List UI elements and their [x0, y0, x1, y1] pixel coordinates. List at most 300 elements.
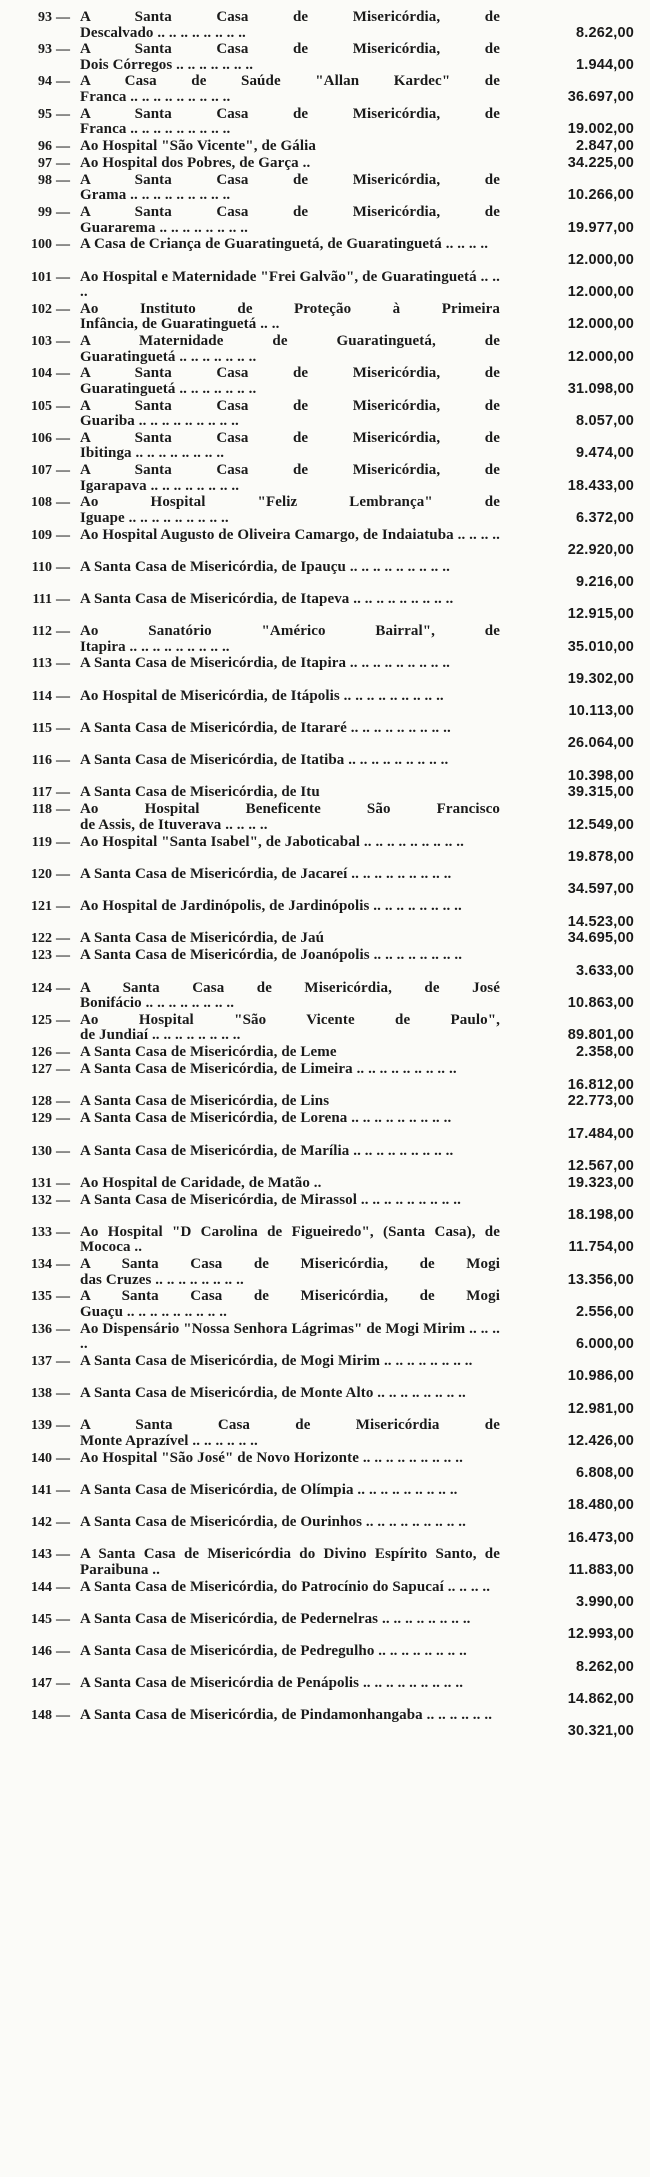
- entry-dash: —: [56, 624, 70, 640]
- entry-dash: —: [56, 334, 70, 350]
- entry-value: 16.473,00: [567, 1529, 634, 1546]
- list-item: [0, 1111, 650, 1142]
- entry-description-line: Guariba .. .. .. .. .. .. .. .. ..: [80, 414, 239, 430]
- entry-value: 2.847,00: [575, 137, 634, 154]
- entry-description-text: A Santa Casa de Misericórdia, de Monte Alto .. .. .. .. .. .. .. ..: [80, 1386, 466, 1402]
- entry-description-line: A Santa Casa de Misericórdia, de Itu: [80, 785, 320, 801]
- list-item: [0, 624, 650, 655]
- list-item: [0, 1676, 650, 1707]
- entry-description: [80, 1676, 500, 1707]
- entry-description: [80, 802, 500, 833]
- entry-description-line: Ibitinga .. .. .. .. .. .. .. ..: [80, 446, 225, 462]
- entry-description: [80, 1257, 500, 1288]
- list-item: [0, 785, 650, 801]
- entry-value: 3.990,00: [575, 1594, 634, 1611]
- entry-dash: —: [56, 1094, 70, 1110]
- entry-number: 108: [31, 495, 52, 511]
- entry-number: 119: [31, 834, 52, 850]
- entry-dash: —: [56, 753, 70, 769]
- entry-description-line: A Santa Casa de Misericórdia, de: [80, 42, 500, 58]
- list-item: [0, 835, 650, 866]
- entry-dash: —: [56, 688, 70, 704]
- list-item: [0, 1451, 650, 1482]
- entry-description: [80, 495, 500, 526]
- list-item: [0, 721, 650, 752]
- entry-description-line: Ao Instituto de Proteção à Primeira: [80, 301, 500, 317]
- list-item: [0, 528, 650, 559]
- entry-description: [80, 899, 500, 930]
- entry-value: 22.773,00: [567, 1093, 634, 1110]
- entry-number: 133: [31, 1224, 52, 1240]
- entry-value: 11.883,00: [568, 1561, 634, 1578]
- entry-description-line: Infância, de Guaratinguetá .. ..: [80, 317, 280, 333]
- entry-value: 34.225,00: [567, 154, 634, 171]
- entry-description: [80, 1013, 500, 1044]
- entry-description-line: A Santa Casa de Misericórdia, de: [80, 172, 500, 188]
- entry-value: 12.915,00: [567, 606, 634, 623]
- entry-description-line: A Santa Casa de Misericórdia, de Lins: [80, 1094, 330, 1110]
- entry-dash: —: [56, 1579, 70, 1595]
- entry-description: [80, 1322, 500, 1353]
- entry-description: [80, 107, 500, 138]
- entry-description-line: A Santa Casa de Misericórdia, de Jaú: [80, 931, 325, 947]
- entry-description-text: Ao Hospital de Jardinópolis, de Jardinópolis .. .. .. .. .. .. .. ..: [80, 899, 462, 915]
- list-item: [0, 1144, 650, 1175]
- list-item: [0, 366, 650, 397]
- entry-description-text: A Santa Casa de Misericórdia, de Itararé .. .. .. .. .. .. .. .. ..: [80, 720, 451, 736]
- list-item: [0, 74, 650, 105]
- entry-number: 116: [31, 753, 52, 769]
- entry-dash: —: [56, 398, 70, 414]
- entry-value: 34.695,00: [567, 930, 634, 947]
- entry-description-text: Ao Hospital "Santa Isabel", de Jaboticabal .. .. .. .. .. .. .. .. ..: [80, 834, 465, 850]
- list-item: [0, 1547, 650, 1578]
- entry-number: 105: [31, 398, 52, 414]
- entry-description-text: A Santa Casa de Misericórdia, de Joanópolis .. .. .. .. .. .. .. ..: [80, 948, 463, 964]
- entry-description: [80, 74, 500, 105]
- list-item: [0, 1193, 650, 1224]
- entry-dash: —: [56, 1676, 70, 1692]
- entry-description-line: A Maternidade de Guaratinguetá, de: [80, 334, 500, 350]
- entry-description-text: A Santa Casa de Misericórdia, de Marília .. .. .. .. .. .. .. .. ..: [80, 1143, 454, 1159]
- entry-value: 31.098,00: [567, 380, 634, 397]
- entry-dash: —: [56, 1321, 70, 1337]
- entry-description-line: Descalvado .. .. .. .. .. .. .. ..: [80, 25, 246, 41]
- entry-value: 9.216,00: [575, 574, 634, 591]
- entry-value: 14.862,00: [567, 1690, 634, 1707]
- list-item: [0, 1257, 650, 1288]
- entry-description-line: A Santa Casa de Misericórdia, de: [80, 463, 500, 479]
- entry-value: 12.993,00: [567, 1626, 634, 1643]
- entry-number: 120: [31, 866, 52, 882]
- entry-dash: —: [56, 785, 70, 801]
- entry-number: 103: [31, 334, 52, 350]
- entry-number: 143: [31, 1547, 52, 1563]
- entry-description-text: Ao Dispensário "Nossa Senhora Lágrimas" de Mogi Mirim .. .. .. ..: [80, 1321, 500, 1353]
- list-item: [0, 1580, 650, 1611]
- entry-dash: —: [56, 10, 70, 25]
- entry-number: 95: [38, 106, 52, 122]
- entry-description-line: A Santa Casa de Misericórdia, de: [80, 430, 500, 446]
- entry-description: [80, 1418, 500, 1449]
- entry-number: 93: [38, 10, 52, 25]
- entry-description: [80, 1644, 500, 1675]
- list-item: [0, 753, 650, 784]
- entry-dash: —: [56, 1062, 70, 1078]
- entry-value: 11.754,00: [568, 1239, 634, 1256]
- entry-number: 144: [31, 1579, 52, 1595]
- entry-number: 128: [31, 1094, 52, 1110]
- entry-description-text: A Santa Casa de Misericórdia, de Itatiba .. .. .. .. .. .. .. .. ..: [80, 753, 449, 769]
- entry-value: 6.000,00: [575, 1336, 634, 1353]
- entry-dash: —: [56, 205, 70, 221]
- entry-description: [80, 1176, 500, 1192]
- entry-dash: —: [56, 931, 70, 947]
- entry-dash: —: [56, 866, 70, 882]
- entry-number: 113: [31, 656, 52, 672]
- entry-number: 146: [31, 1644, 52, 1660]
- entry-value: 12.000,00: [567, 284, 634, 301]
- entry-description: [80, 592, 500, 623]
- entry-description-line: Dois Córregos .. .. .. .. .. .. ..: [80, 57, 254, 73]
- entry-number: 104: [31, 366, 52, 382]
- entry-number: 132: [31, 1192, 52, 1208]
- entry-description-line: A Santa Casa de Misericórdia de: [80, 1418, 500, 1434]
- entry-dash: —: [56, 980, 70, 996]
- entry-description: [80, 366, 500, 397]
- entry-description-text: Ao Hospital e Maternidade "Frei Galvão", de Guaratinguetá .. .. ..: [80, 269, 500, 301]
- entry-number: 102: [31, 301, 52, 317]
- entry-number: 137: [31, 1353, 52, 1369]
- list-item: [0, 399, 650, 430]
- entry-value: 22.920,00: [567, 542, 634, 559]
- entry-description-line: A Santa Casa de Misericórdia, de José: [80, 980, 500, 996]
- entry-number: 145: [31, 1611, 52, 1627]
- entry-description: [80, 1193, 500, 1224]
- list-item: [0, 205, 650, 236]
- entry-description: [80, 1094, 500, 1110]
- entry-value: 2.358,00: [575, 1044, 634, 1061]
- list-item: [0, 981, 650, 1012]
- entry-dash: —: [56, 1611, 70, 1627]
- entry-description: [80, 981, 500, 1012]
- entry-value: 30.321,00: [567, 1722, 634, 1739]
- entry-dash: —: [56, 1482, 70, 1498]
- entry-dash: —: [56, 1143, 70, 1159]
- entry-description: [80, 835, 500, 866]
- entry-value: 18.433,00: [567, 477, 634, 494]
- entry-number: 93: [38, 42, 52, 58]
- entry-description-text: A Santa Casa de Misericórdia, de Pedernelras .. .. .. .. .. .. .. ..: [80, 1611, 471, 1627]
- entry-description: [80, 1708, 500, 1739]
- entry-description: [80, 1547, 500, 1578]
- entry-description: [80, 205, 500, 236]
- entry-value: 6.808,00: [575, 1465, 634, 1482]
- entry-description-line: A Santa Casa de Misericórdia, de: [80, 10, 500, 25]
- entry-description-text: A Santa Casa de Misericórdia, de Itapira .. .. .. .. .. .. .. .. ..: [80, 656, 451, 672]
- entry-dash: —: [56, 269, 70, 285]
- entry-number: 97: [38, 155, 52, 171]
- entry-dash: —: [56, 495, 70, 511]
- entry-number: 130: [31, 1143, 52, 1159]
- list-item: [0, 656, 650, 687]
- entry-description-line: Guaçu .. .. .. .. .. .. .. .. ..: [80, 1304, 227, 1320]
- entry-dash: —: [56, 1192, 70, 1208]
- entry-number: 107: [31, 463, 52, 479]
- entry-dash: —: [56, 1644, 70, 1660]
- entry-description: [80, 431, 500, 462]
- entry-description: [80, 948, 500, 979]
- entry-description: [80, 1111, 500, 1142]
- entry-description-line: Ao Hospital de Caridade, de Matão ..: [80, 1175, 322, 1191]
- entry-value: 10.398,00: [567, 767, 634, 784]
- entry-description-line: de Jundiaí .. .. .. .. .. .. .. ..: [80, 1028, 241, 1044]
- entry-number: 118: [31, 802, 52, 818]
- entry-number: 94: [38, 74, 52, 90]
- entry-dash: —: [56, 106, 70, 122]
- entry-number: 148: [31, 1708, 52, 1724]
- entry-description: [80, 1289, 500, 1320]
- entry-description: [80, 302, 500, 333]
- entry-description-line: A Santa Casa de Misericórdia, de Mogi: [80, 1289, 500, 1305]
- entry-dash: —: [56, 1111, 70, 1127]
- entry-number: 100: [31, 237, 52, 253]
- entry-number: 141: [31, 1482, 52, 1498]
- entry-dash: —: [56, 1257, 70, 1273]
- list-item: [0, 1094, 650, 1110]
- entry-description-line: Ao Hospital Beneficente São Francisco: [80, 802, 500, 818]
- entry-value: 8.262,00: [575, 24, 634, 41]
- entry-value: 34.597,00: [567, 881, 634, 898]
- entry-description-text: Ao Hospital Augusto de Oliveira Camargo, de Indaiatuba .. .. .. ..: [80, 527, 500, 543]
- entry-description-text: A Santa Casa de Misericórdia, de Mirassol .. .. .. .. .. .. .. .. ..: [80, 1192, 461, 1208]
- list-item: [0, 1418, 650, 1449]
- entry-value: 10.266,00: [567, 187, 634, 204]
- entry-description-line: Monte Aprazível .. .. .. .. .. ..: [80, 1433, 258, 1449]
- entry-number: 109: [31, 527, 52, 543]
- entry-value: 12.000,00: [567, 316, 634, 333]
- entry-description-text: A Casa de Criança de Guaratinguetá, de Guaratinguetá .. .. .. ..: [80, 237, 489, 253]
- list-item: [0, 1708, 650, 1739]
- entry-description: [80, 1062, 500, 1093]
- entry-value: 89.801,00: [567, 1027, 634, 1044]
- entry-description-text: A Santa Casa de Misericórdia, de Ipauçu .. .. .. .. .. .. .. .. ..: [80, 559, 450, 575]
- entry-value: 13.356,00: [567, 1271, 634, 1288]
- entry-description-text: A Santa Casa de Misericórdia, de Lorena .. .. .. .. .. .. .. .. ..: [80, 1111, 452, 1127]
- entry-value: 14.523,00: [567, 913, 634, 930]
- entry-description-text: A Santa Casa de Misericórdia, de Pindamonhangaba .. .. .. .. .. ..: [80, 1708, 493, 1724]
- entry-description: [80, 1515, 500, 1546]
- entry-dash: —: [56, 1289, 70, 1305]
- entry-number: 140: [31, 1450, 52, 1466]
- list-item: [0, 592, 650, 623]
- entry-number: 124: [31, 980, 52, 996]
- entry-dash: —: [56, 366, 70, 382]
- list-item: [0, 139, 650, 155]
- list-item: [0, 1644, 650, 1675]
- entry-description: [80, 931, 500, 947]
- entry-number: 114: [31, 688, 52, 704]
- list-item: [0, 1354, 650, 1385]
- entry-description-text: A Santa Casa de Misericórdia, de Itapeva .. .. .. .. .. .. .. .. ..: [80, 591, 454, 607]
- entry-description: [80, 139, 500, 155]
- entry-value: 2.556,00: [575, 1303, 634, 1320]
- entry-number: 96: [38, 138, 52, 154]
- entry-dash: —: [56, 1353, 70, 1369]
- entry-dash: —: [56, 138, 70, 154]
- entry-number: 139: [31, 1418, 52, 1434]
- entry-value: 35.010,00: [567, 638, 634, 655]
- entry-dash: —: [56, 948, 70, 964]
- entry-dash: —: [56, 1547, 70, 1563]
- list-item: [0, 237, 650, 268]
- list-item: [0, 948, 650, 979]
- entry-value: 10.113,00: [568, 703, 634, 720]
- entry-description: [80, 656, 500, 687]
- entry-description: [80, 689, 500, 720]
- entry-description-line: Iguape .. .. .. .. .. .. .. .. ..: [80, 510, 229, 526]
- entry-description-line: A Santa Casa de Misericórdia, de: [80, 106, 500, 122]
- entry-number: 131: [31, 1175, 52, 1191]
- entry-description-line: Guaratinguetá .. .. .. .. .. .. ..: [80, 381, 257, 397]
- entry-dash: —: [56, 155, 70, 171]
- entry-value: 18.480,00: [567, 1497, 634, 1514]
- entry-value: 12.426,00: [567, 1432, 634, 1449]
- list-item: [0, 42, 650, 73]
- entry-number: 101: [31, 269, 52, 285]
- entry-value: 12.000,00: [567, 348, 634, 365]
- entry-dash: —: [56, 527, 70, 543]
- entry-description-line: Ao Sanatório "Américo Bairral", de: [80, 624, 500, 640]
- entry-number: 122: [31, 931, 52, 947]
- entry-value: 10.863,00: [567, 995, 634, 1012]
- list-item: [0, 302, 650, 333]
- entry-value: 3.633,00: [575, 962, 634, 979]
- entry-description: [80, 1045, 500, 1061]
- entry-dash: —: [56, 430, 70, 446]
- entry-description: [80, 399, 500, 430]
- entry-dash: —: [56, 1515, 70, 1531]
- entry-description-line: Guaratinguetá .. .. .. .. .. .. ..: [80, 349, 257, 365]
- entry-description-text: Ao Hospital "D Carolina de Figueiredo", (Santa Casa), de Mococa ..: [80, 1224, 500, 1256]
- entry-description: [80, 785, 500, 801]
- list-item: [0, 1322, 650, 1353]
- entry-description-text: A Santa Casa de Misericórdia, de Olímpia .. .. .. .. .. .. .. .. ..: [80, 1482, 458, 1498]
- entry-value: 9.474,00: [575, 445, 634, 462]
- entry-description: [80, 270, 500, 301]
- entry-value: 8.057,00: [575, 413, 634, 430]
- list-item: [0, 867, 650, 898]
- list-item: [0, 1612, 650, 1643]
- entry-description-text: A Santa Casa de Misericórdia, do Patrocínio do Sapucaí .. .. .. ..: [80, 1579, 491, 1595]
- entry-description: [80, 721, 500, 752]
- list-item: [0, 689, 650, 720]
- entry-value: 1.944,00: [575, 56, 634, 73]
- entry-number: 98: [38, 172, 52, 188]
- entry-number: 117: [31, 785, 52, 801]
- entry-number: 147: [31, 1676, 52, 1692]
- entry-description: [80, 156, 500, 172]
- entry-dash: —: [56, 559, 70, 575]
- entry-dash: —: [56, 74, 70, 90]
- list-item: [0, 431, 650, 462]
- entry-value: 8.262,00: [575, 1658, 634, 1675]
- entry-description: [80, 334, 500, 365]
- entry-dash: —: [56, 591, 70, 607]
- entry-description-line: Ao Hospital "São Vicente", de Gália: [80, 138, 316, 154]
- entry-description-line: A Santa Casa de Misericórdia, de: [80, 205, 500, 221]
- entry-number: 111: [32, 591, 52, 607]
- entry-description-line: A Santa Casa de Misericórdia, de: [80, 366, 500, 382]
- entry-description: [80, 1483, 500, 1514]
- entry-value: 19.323,00: [567, 1174, 634, 1191]
- entry-description-line: Ao Hospital "São Vicente de Paulo",: [80, 1012, 500, 1028]
- list-item: [0, 899, 650, 930]
- list-item: [0, 560, 650, 591]
- list-item: [0, 10, 650, 41]
- entry-description: [80, 528, 500, 559]
- entry-number: 136: [31, 1321, 52, 1337]
- list-item: [0, 156, 650, 172]
- entry-description-line: Igarapava .. .. .. .. .. .. .. ..: [80, 478, 240, 494]
- entry-value: 12.549,00: [567, 816, 634, 833]
- entry-description: [80, 1386, 500, 1417]
- entry-description: [80, 624, 500, 655]
- entry-number: 134: [31, 1257, 52, 1273]
- entry-description-text: Ao Hospital de Misericórdia, de Itápolis .. .. .. .. .. .. .. .. ..: [80, 688, 444, 704]
- entry-description: [80, 173, 500, 204]
- list-item: [0, 802, 650, 833]
- entry-value: 12.567,00: [567, 1158, 634, 1174]
- entry-dash: —: [56, 1386, 70, 1402]
- entry-value: 12.981,00: [567, 1400, 634, 1417]
- entry-number: 126: [31, 1045, 52, 1061]
- entry-description-line: A Santa Casa de Misericórdia, de: [80, 398, 500, 414]
- entry-description: [80, 1612, 500, 1643]
- entry-value: 16.812,00: [567, 1076, 634, 1093]
- entry-description-line: Franca .. .. .. .. .. .. .. .. ..: [80, 89, 231, 105]
- entry-description-line: Ao Hospital dos Pobres, de Garça ..: [80, 155, 311, 171]
- entry-description-text: Ao Hospital "São José" de Novo Horizonte .. .. .. .. .. .. .. .. ..: [80, 1450, 463, 1466]
- entry-description-line: Itapira .. .. .. .. .. .. .. .. ..: [80, 639, 230, 655]
- entry-description-line: A Santa Casa de Misericórdia, de Leme: [80, 1045, 337, 1061]
- list-item: [0, 1225, 650, 1256]
- entry-description-text: A Santa Casa de Misericórdia, de Ourinhos .. .. .. .. .. .. .. .. ..: [80, 1515, 466, 1531]
- entry-number: 99: [38, 205, 52, 221]
- entry-value: 26.064,00: [567, 735, 634, 752]
- entry-value: 19.878,00: [567, 849, 634, 866]
- entry-description-line: A Casa de Saúde "Allan Kardec" de: [80, 74, 500, 90]
- list-item: [0, 463, 650, 494]
- entry-description: [80, 560, 500, 591]
- entry-value: 19.002,00: [567, 121, 634, 138]
- entry-description-line: Franca .. .. .. .. .. .. .. .. ..: [80, 122, 231, 138]
- entry-description: [80, 753, 500, 784]
- entry-description-text: A Santa Casa de Misericórdia de Penápolis .. .. .. .. .. .. .. .. ..: [80, 1676, 464, 1692]
- entry-value: 6.372,00: [575, 509, 634, 526]
- entry-dash: —: [56, 1708, 70, 1724]
- entry-dash: —: [56, 899, 70, 915]
- entry-number: 112: [31, 624, 52, 640]
- entry-value: 19.977,00: [567, 219, 634, 236]
- entry-dash: —: [56, 237, 70, 253]
- entry-description: [80, 1580, 500, 1611]
- entry-number: 125: [31, 1012, 52, 1028]
- entry-number: 127: [31, 1062, 52, 1078]
- entry-dash: —: [56, 1045, 70, 1061]
- entry-description: [80, 463, 500, 494]
- list-item: [0, 1062, 650, 1093]
